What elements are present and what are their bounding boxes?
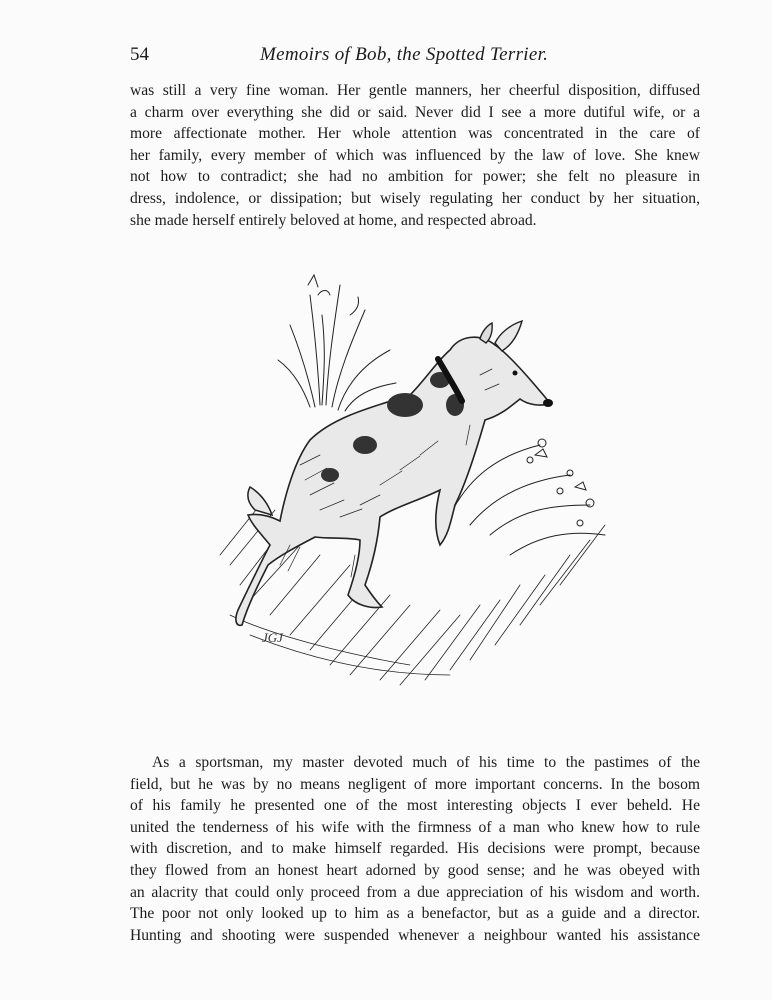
terrier-engraving: [150, 255, 630, 715]
text-line: dress, indolence, or dissipation; but wisely regulating her conduct by her situation,: [130, 189, 700, 207]
text-line: Hunting and shooting were suspended whenever a neighbour wanted his assistance: [130, 926, 700, 944]
text-line: more affectionate mother. Her whole attention was concentrated in the care of: [130, 125, 700, 143]
dog-eye: [513, 371, 518, 376]
paragraph-2: [130, 752, 700, 946]
text-line: of his family he presented one of the most interesting objects I ever beheld. He: [130, 797, 700, 815]
dog-ear: [495, 321, 522, 351]
text-line: an alacrity that could only proceed from a due appreciation of his wisdom and worth.: [130, 883, 700, 901]
page-number: 54: [130, 44, 149, 65]
grass-tuft: [278, 275, 396, 411]
dog-tail: [248, 487, 272, 515]
text-line: her family, every member of which was influenced by the law of love. She knew: [130, 146, 700, 164]
paragraph-1: [130, 80, 700, 231]
running-head: [130, 44, 700, 72]
running-title: Memoirs of Bob, the Spotted Terrier.: [260, 44, 549, 65]
artist-signature: JGJ: [262, 630, 283, 645]
text-line: she made herself entirely beloved at home, and respected abroad.: [130, 211, 537, 229]
text-line: not how to contradict; she had no ambition for power; she felt no pleasure in: [130, 168, 700, 186]
text-line: they flowed from an honest heart adorned by good sense; and he was obeyed with: [130, 861, 700, 879]
text-line: field, but he was by no means negligent of more important concerns. In the bosom: [130, 775, 700, 793]
dog-illustration: [150, 255, 630, 715]
text-line: a charm over everything she did or said. Never did I see a more dutiful wife, or a: [130, 103, 700, 121]
text-line: The poor not only looked up to him as a benefactor, but as a guide and a director.: [130, 905, 700, 923]
dog-nose: [543, 399, 553, 407]
terrier-figure: [236, 321, 553, 625]
text-line: with discretion, and to make himself regarded. His decisions were prompt, because: [130, 840, 700, 858]
text-line: united the tenderness of his wife with the firmness of a man who knew how to rule: [130, 818, 700, 836]
text-line: was still a very fine woman. Her gentle manners, her cheerful disposition, diffused: [130, 82, 700, 99]
text-line: As a sportsman, my master devoted much of his time to the pastimes of the: [152, 754, 700, 771]
